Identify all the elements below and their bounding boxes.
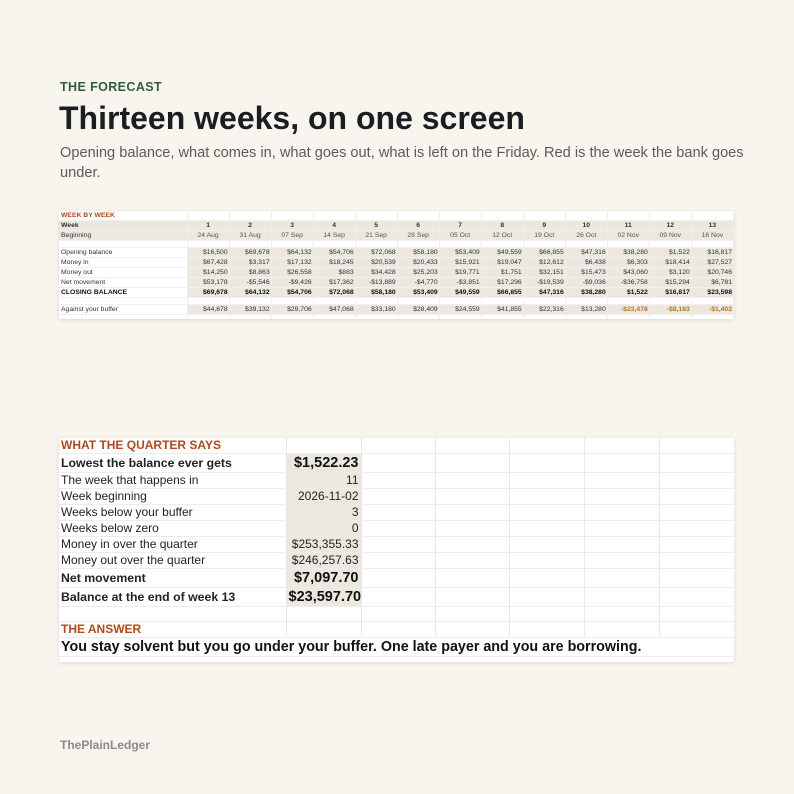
buffer-value-cell: $24,559 — [439, 305, 481, 315]
value-cell: -$19,539 — [523, 278, 565, 288]
section-header-row — [59, 211, 734, 221]
empty-cell — [584, 489, 659, 505]
value-cell: $17,132 — [271, 258, 313, 268]
empty-cell — [584, 473, 659, 489]
section-label: WEEK BY WEEK — [59, 211, 187, 221]
empty-cell — [361, 607, 435, 622]
value-cell: $19,771 — [439, 268, 481, 278]
empty-cell — [565, 241, 607, 248]
empty-cell — [435, 537, 509, 553]
week-date-cell: 21 Sep — [355, 231, 397, 241]
empty-cell — [584, 537, 659, 553]
empty-cell — [313, 298, 355, 305]
week-number-cell: 9 — [523, 221, 565, 231]
summary-row — [59, 569, 734, 588]
value-cell: $47,316 — [565, 248, 607, 258]
summary-label: Weeks below zero — [59, 521, 286, 537]
value-cell: $16,500 — [187, 248, 229, 258]
empty-cell — [187, 315, 229, 320]
empty-cell — [271, 211, 313, 221]
empty-cell — [313, 211, 355, 221]
week-number-cell: 7 — [439, 221, 481, 231]
empty-cell — [523, 298, 565, 305]
summary-value: 2026-11-02 — [286, 489, 361, 505]
empty-cell — [509, 588, 584, 607]
value-cell: $6,781 — [691, 278, 733, 288]
empty-cell — [607, 211, 649, 221]
empty-cell — [659, 489, 734, 505]
empty-cell — [435, 553, 509, 569]
value-cell: $64,132 — [229, 288, 271, 298]
empty-cell — [659, 454, 734, 473]
row-label: Beginning — [59, 231, 187, 241]
empty-cell — [659, 607, 734, 622]
value-cell: -$13,889 — [355, 278, 397, 288]
section-header-row — [59, 438, 734, 454]
row-label: Net movement — [59, 278, 187, 288]
empty-cell — [355, 315, 397, 320]
value-cell: $1,522 — [607, 288, 649, 298]
footer-brand: ThePlainLedger — [60, 738, 151, 752]
summary-value: $7,097.70 — [286, 569, 361, 588]
week-number-cell: 5 — [355, 221, 397, 231]
empty-cell — [584, 553, 659, 569]
empty-cell — [659, 569, 734, 588]
row-label: CLOSING BALANCE — [59, 288, 187, 298]
summary-label: Lowest the balance ever gets — [59, 454, 286, 473]
empty-cell — [584, 622, 659, 638]
empty-cell — [584, 607, 659, 622]
empty-cell — [286, 438, 361, 454]
empty-cell — [361, 622, 435, 638]
empty-cell — [439, 241, 481, 248]
page-subtitle: Opening balance, what comes in, what goes out, what is left on the Friday. Red is the week the bank goes under. — [60, 145, 744, 181]
value-cell: $54,706 — [313, 248, 355, 258]
week-date-cell: 19 Oct — [523, 231, 565, 241]
value-cell: $883 — [313, 268, 355, 278]
empty-cell — [509, 438, 584, 454]
empty-cell — [509, 505, 584, 521]
value-cell: $67,428 — [187, 258, 229, 268]
empty-cell — [509, 521, 584, 537]
section-label: WHAT THE QUARTER SAYS — [59, 438, 286, 454]
week-date-row — [59, 231, 734, 241]
week-date-cell: 05 Oct — [439, 231, 481, 241]
buffer-value-cell: $44,678 — [187, 305, 229, 315]
value-cell: $17,362 — [313, 278, 355, 288]
spacer-row — [59, 241, 734, 248]
empty-cell — [439, 211, 481, 221]
value-cell: $20,539 — [355, 258, 397, 268]
value-cell: $14,250 — [187, 268, 229, 278]
value-cell: $25,203 — [397, 268, 439, 278]
buffer-value-cell: $47,068 — [313, 305, 355, 315]
empty-cell — [435, 454, 509, 473]
week-date-cell: 31 Aug — [229, 231, 271, 241]
week-number-cell: 11 — [607, 221, 649, 231]
value-cell: $53,409 — [397, 288, 439, 298]
spacer-row — [59, 298, 734, 305]
empty-cell — [271, 298, 313, 305]
value-cell: $8,863 — [229, 268, 271, 278]
value-cell: $23,598 — [691, 288, 733, 298]
empty-cell — [355, 211, 397, 221]
buffer-value-cell: $22,316 — [523, 305, 565, 315]
empty-cell — [361, 537, 435, 553]
answer-header-row — [59, 622, 734, 638]
page-title: Thirteen weeks, on one screen — [59, 100, 525, 136]
value-cell: $69,678 — [187, 288, 229, 298]
table-row — [59, 288, 734, 298]
empty-cell — [361, 473, 435, 489]
empty-cell — [435, 473, 509, 489]
empty-cell — [59, 315, 187, 320]
empty-cell — [659, 537, 734, 553]
empty-cell — [187, 211, 229, 221]
value-cell: $20,746 — [691, 268, 733, 278]
week-number-cell: 3 — [271, 221, 313, 231]
value-cell: $58,180 — [355, 288, 397, 298]
value-cell: $15,473 — [565, 268, 607, 278]
value-cell: $32,151 — [523, 268, 565, 278]
week-number-cell: 2 — [229, 221, 271, 231]
value-cell: $16,817 — [691, 248, 733, 258]
summary-row — [59, 454, 734, 473]
value-cell: -$4,770 — [397, 278, 439, 288]
row-label: Opening balance — [59, 248, 187, 258]
empty-cell — [481, 298, 523, 305]
week-date-cell: 14 Sep — [313, 231, 355, 241]
empty-cell — [607, 241, 649, 248]
value-cell: $38,280 — [565, 288, 607, 298]
empty-cell — [584, 569, 659, 588]
summary-row — [59, 537, 734, 553]
week-number-cell: 12 — [649, 221, 691, 231]
value-cell: $66,855 — [481, 288, 523, 298]
value-cell: $66,855 — [523, 248, 565, 258]
empty-cell — [313, 241, 355, 248]
empty-cell — [565, 298, 607, 305]
empty-cell — [691, 315, 733, 320]
table-row — [59, 248, 734, 258]
value-cell: -$9,426 — [271, 278, 313, 288]
empty-cell — [397, 315, 439, 320]
value-cell: $12,612 — [523, 258, 565, 268]
buffer-value-cell: $28,409 — [397, 305, 439, 315]
empty-cell — [481, 315, 523, 320]
empty-cell — [187, 298, 229, 305]
empty-cell — [361, 553, 435, 569]
empty-cell — [187, 241, 229, 248]
value-cell: $16,817 — [649, 288, 691, 298]
week-number-cell: 10 — [565, 221, 607, 231]
empty-cell — [584, 438, 659, 454]
buffer-value-cell: -$8,183 — [649, 305, 691, 315]
buffer-value-cell: -$1,402 — [691, 305, 733, 315]
week-number-row — [59, 221, 734, 231]
empty-cell — [509, 489, 584, 505]
value-cell: $15,921 — [439, 258, 481, 268]
buffer-value-cell: $39,132 — [229, 305, 271, 315]
empty-cell — [435, 489, 509, 505]
value-cell: -$5,546 — [229, 278, 271, 288]
empty-cell — [229, 211, 271, 221]
empty-cell — [361, 489, 435, 505]
empty-cell — [509, 454, 584, 473]
empty-cell — [397, 241, 439, 248]
week-date-cell: 26 Oct — [565, 231, 607, 241]
week-date-cell: 02 Nov — [607, 231, 649, 241]
empty-cell — [355, 298, 397, 305]
value-cell: $53,409 — [439, 248, 481, 258]
empty-cell — [229, 241, 271, 248]
answer-label: THE ANSWER — [59, 622, 286, 638]
empty-cell — [439, 315, 481, 320]
buffer-value-cell: $41,855 — [481, 305, 523, 315]
empty-cell — [523, 315, 565, 320]
row-label: Money out — [59, 268, 187, 278]
week-number-cell: 1 — [187, 221, 229, 231]
value-cell: $49,559 — [481, 248, 523, 258]
empty-cell — [59, 298, 187, 305]
summary-row — [59, 521, 734, 537]
value-cell: $17,296 — [481, 278, 523, 288]
summary-value: 0 — [286, 521, 361, 537]
value-cell: $19,047 — [481, 258, 523, 268]
empty-cell — [435, 505, 509, 521]
empty-cell — [59, 241, 187, 248]
empty-cell — [649, 315, 691, 320]
empty-cell — [361, 569, 435, 588]
summary-row — [59, 489, 734, 505]
spacer-row — [59, 607, 734, 622]
value-cell: $49,559 — [439, 288, 481, 298]
summary-value: $1,522.23 — [286, 454, 361, 473]
empty-cell — [509, 537, 584, 553]
empty-cell — [565, 211, 607, 221]
empty-cell — [435, 521, 509, 537]
week-number-cell: 8 — [481, 221, 523, 231]
empty-cell — [649, 298, 691, 305]
value-cell: -$3,851 — [439, 278, 481, 288]
empty-cell — [59, 607, 286, 622]
empty-cell — [313, 315, 355, 320]
empty-cell — [649, 241, 691, 248]
empty-cell — [481, 241, 523, 248]
summary-label: Weeks below your buffer — [59, 505, 286, 521]
value-cell: $72,068 — [313, 288, 355, 298]
empty-cell — [691, 241, 733, 248]
empty-cell — [509, 553, 584, 569]
empty-cell — [361, 438, 435, 454]
summary-value: $23,597.70 — [286, 588, 361, 607]
value-cell: $15,294 — [649, 278, 691, 288]
quarter-summary-table — [59, 438, 734, 657]
answer-row — [59, 638, 734, 657]
value-cell: $58,180 — [397, 248, 439, 258]
summary-row — [59, 553, 734, 569]
empty-cell — [659, 521, 734, 537]
buffer-value-cell: $29,706 — [271, 305, 313, 315]
empty-cell — [355, 241, 397, 248]
quarter-summary-sheet — [59, 438, 734, 662]
empty-cell — [435, 607, 509, 622]
empty-cell — [565, 315, 607, 320]
empty-cell — [397, 298, 439, 305]
value-cell: $27,527 — [691, 258, 733, 268]
empty-cell — [607, 298, 649, 305]
eyebrow-label: THE FORECAST — [60, 80, 163, 94]
summary-row — [59, 505, 734, 521]
empty-cell — [523, 211, 565, 221]
value-cell: $26,558 — [271, 268, 313, 278]
buffer-value-cell: $13,280 — [565, 305, 607, 315]
empty-cell — [659, 622, 734, 638]
week-date-cell: 28 Sep — [397, 231, 439, 241]
buffer-row — [59, 305, 734, 315]
row-label: Money in — [59, 258, 187, 268]
value-cell: $64,132 — [271, 248, 313, 258]
empty-cell — [509, 622, 584, 638]
summary-label: Money out over the quarter — [59, 553, 286, 569]
value-cell: $69,678 — [229, 248, 271, 258]
summary-row — [59, 473, 734, 489]
summary-value: $246,257.63 — [286, 553, 361, 569]
value-cell: $43,060 — [607, 268, 649, 278]
empty-cell — [584, 454, 659, 473]
summary-label: Balance at the end of week 13 — [59, 588, 286, 607]
empty-cell — [659, 438, 734, 454]
empty-cell — [659, 473, 734, 489]
summary-value: 3 — [286, 505, 361, 521]
empty-cell — [649, 211, 691, 221]
empty-cell — [584, 505, 659, 521]
answer-text: You stay solvent but you go under your buffer. One late payer and you are borrowing. — [59, 638, 734, 657]
weekly-forecast-sheet — [59, 211, 734, 319]
summary-label: Money in over the quarter — [59, 537, 286, 553]
row-label: Against your buffer — [59, 305, 187, 315]
buffer-value-cell: -$23,478 — [607, 305, 649, 315]
week-date-cell: 12 Oct — [481, 231, 523, 241]
table-row — [59, 268, 734, 278]
empty-cell — [659, 553, 734, 569]
summary-value: $253,355.33 — [286, 537, 361, 553]
value-cell: $34,428 — [355, 268, 397, 278]
value-cell: $54,706 — [271, 288, 313, 298]
week-date-cell: 07 Sep — [271, 231, 313, 241]
table-row — [59, 258, 734, 268]
week-date-cell: 16 Nov — [691, 231, 733, 241]
empty-cell — [271, 315, 313, 320]
summary-label: Net movement — [59, 569, 286, 588]
empty-cell — [361, 454, 435, 473]
empty-cell — [435, 569, 509, 588]
empty-cell — [607, 315, 649, 320]
value-cell: $72,068 — [355, 248, 397, 258]
value-cell: $6,303 — [607, 258, 649, 268]
empty-cell — [659, 588, 734, 607]
empty-cell — [509, 473, 584, 489]
empty-cell — [509, 569, 584, 588]
week-date-cell: 24 Aug — [187, 231, 229, 241]
empty-cell — [286, 607, 361, 622]
value-cell: $20,433 — [397, 258, 439, 268]
empty-cell — [659, 505, 734, 521]
week-number-cell: 13 — [691, 221, 733, 231]
value-cell: -$9,036 — [565, 278, 607, 288]
value-cell: $1,751 — [481, 268, 523, 278]
week-date-cell: 09 Nov — [649, 231, 691, 241]
value-cell: $3,120 — [649, 268, 691, 278]
summary-label: The week that happens in — [59, 473, 286, 489]
empty-cell — [286, 622, 361, 638]
empty-cell — [481, 211, 523, 221]
empty-cell — [523, 241, 565, 248]
summary-label: Week beginning — [59, 489, 286, 505]
value-cell: $47,316 — [523, 288, 565, 298]
table-row — [59, 278, 734, 288]
spacer-row — [59, 315, 734, 320]
summary-value: 11 — [286, 473, 361, 489]
empty-cell — [361, 588, 435, 607]
row-label: Week — [59, 221, 187, 231]
value-cell: $3,317 — [229, 258, 271, 268]
empty-cell — [691, 211, 733, 221]
empty-cell — [439, 298, 481, 305]
value-cell: $1,522 — [649, 248, 691, 258]
value-cell: $18,414 — [649, 258, 691, 268]
empty-cell — [584, 521, 659, 537]
value-cell: $53,178 — [187, 278, 229, 288]
weekly-forecast-table — [59, 211, 734, 319]
empty-cell — [584, 588, 659, 607]
empty-cell — [435, 588, 509, 607]
empty-cell — [435, 438, 509, 454]
value-cell: $18,245 — [313, 258, 355, 268]
empty-cell — [229, 298, 271, 305]
value-cell: $6,438 — [565, 258, 607, 268]
value-cell: -$36,758 — [607, 278, 649, 288]
empty-cell — [361, 521, 435, 537]
value-cell: $38,280 — [607, 248, 649, 258]
empty-cell — [229, 315, 271, 320]
week-number-cell: 4 — [313, 221, 355, 231]
empty-cell — [271, 241, 313, 248]
week-number-cell: 6 — [397, 221, 439, 231]
buffer-value-cell: $33,180 — [355, 305, 397, 315]
empty-cell — [509, 607, 584, 622]
empty-cell — [397, 211, 439, 221]
empty-cell — [361, 505, 435, 521]
summary-row — [59, 588, 734, 607]
empty-cell — [435, 622, 509, 638]
empty-cell — [691, 298, 733, 305]
